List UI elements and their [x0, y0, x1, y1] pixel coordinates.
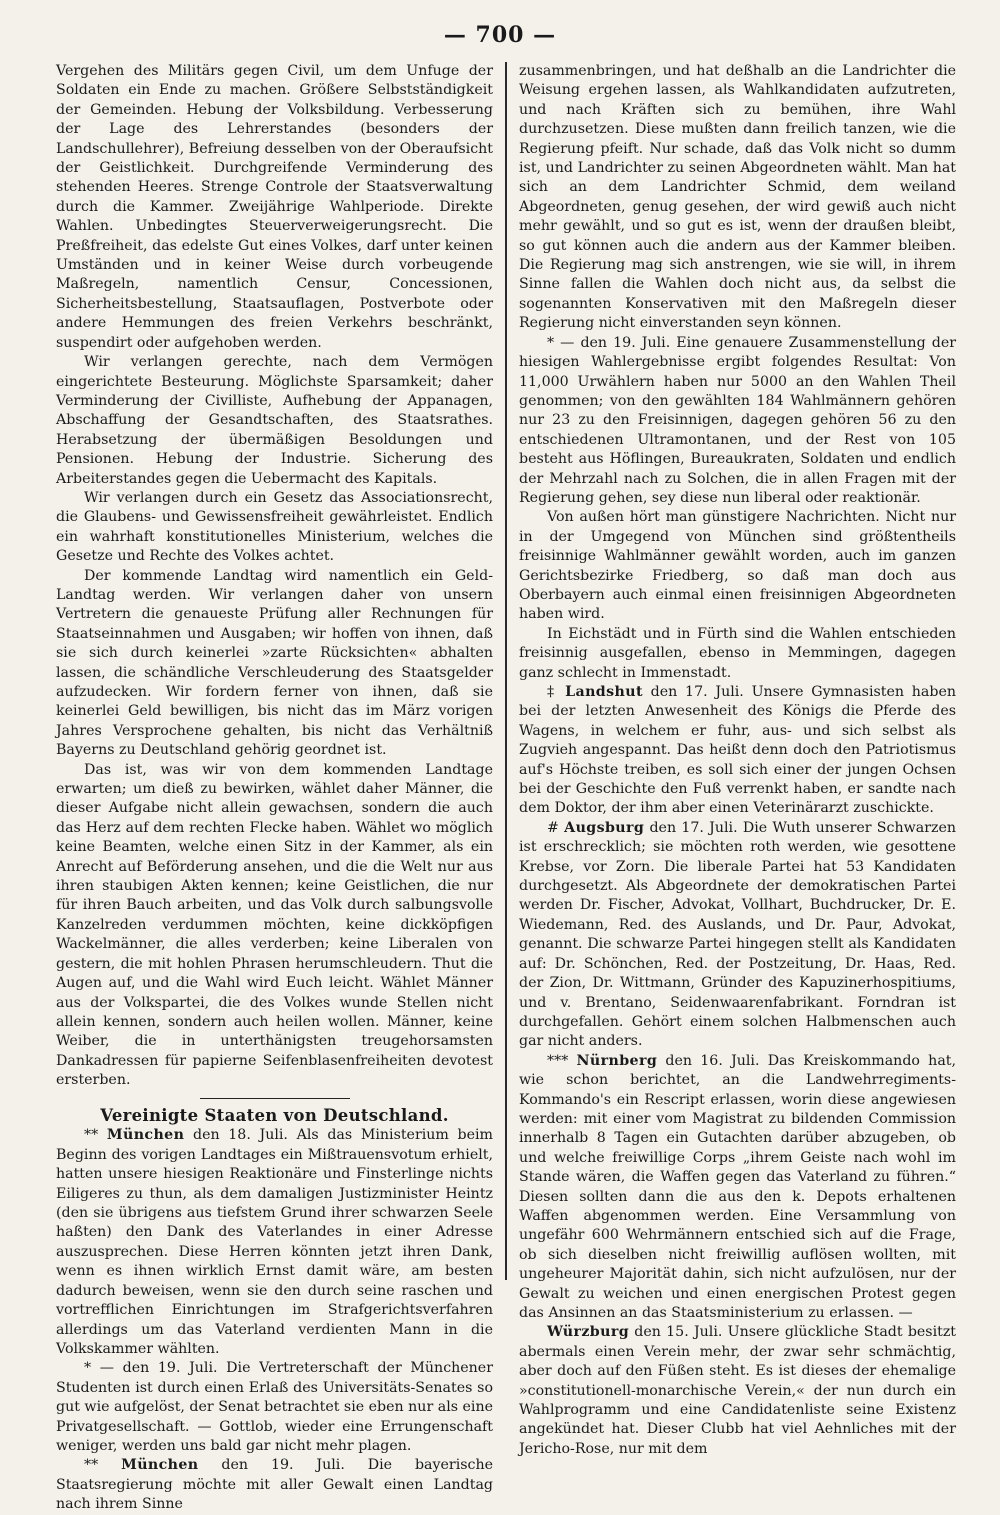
- two-column-layout: [56, 62, 956, 1513]
- news-item: ** München den 19. Juli. Die bayerische Staatsregierung möchte mit aller Gewalt einen Landtag nach ihrem Sinne: [56, 1457, 493, 1513]
- column-divider: [505, 62, 507, 1280]
- news-item: Würzburg den 15. Juli. Unsere glückliche Stadt besitzt abermals einen Verein mehr, der zwar sehr schmächtig, aber doch auf den Füßen steht. Es ist dieses der ehemalige »constitutionell-monarchische Verein,« der nun durch ein Wahlprogramm und eine Candidatenliste seine Existenz angekündet hat. Dieser Clubb hat viel Aehnliches mit der Jericho-Rose, nur mit dem: [519, 1324, 956, 1457]
- page-number: — 700 —: [443, 22, 557, 48]
- news-item: zusammenbringen, und hat deßhalb an die Landrichter die Weisung ergehen lassen, als Wahlkandidaten aufzutreten, und nach Kräften sich zu bemühen, ihre Wahl durchzusetzen. Diese mußten dann freilich tanzen, wie die Regierung pfeift. Nur schade, daß das Volk nicht so dumm ist, und Landrichter zu seinen Abgeordneten wählt. Man hat sich an dem Landrichter Schmid, dem weiland Abgeordneten, genug gesehen, der wird gewiß auch nicht mehr gewählt, und so gut es ist, wenn der draußen bleibt, so gut können auch die andern aus der Kammer bleiben. Die Regierung mag sich anstrengen, wie sie will, in ihrem Sinne fallen die Wahlen doch nicht aus, da selbst die sogenannten Konservativen mit den Maßregeln dieser Regierung nicht einverstanden seyn können.: [519, 63, 956, 332]
- news-item: *** Nürnberg den 16. Juli. Das Kreiskommando hat, wie schon berichtet, an die Landwehrregiments-Kommando's ein Rescript erlassen, worin diese angewiesen werden: mit einer vom Magistrat zu bildenden Commission innerhalb 8 Tagen ein Gutachten darüber abzugeben, ob und welche freiwillige Corps „ihrem Geiste nach wohl im Stande wären, die Waffen gegen das Vaterland zu führen.“ Diesen sollten dann die aus den k. Depots erhaltenen Waffen abgenommen werden. Eine Versammlung von ungefähr 600 Wehrmännern entschied sich auf die Frage, ob sich dieselben nicht freiwillig auflösen wollten, mit ungeheurer Majorität dahin, sich nicht aufzulösen, nur der Gewalt zu weichen und einen energischen Protest gegen das Ansinnen an das Staatsministerium zu erlassen. —: [519, 1052, 956, 1321]
- place-name: Augsburg: [564, 819, 645, 836]
- news-item: In Eichstädt und in Fürth sind die Wahlen entschieden freisinnig ausgefallen, ebenso in Memmingen, dagegen ganz schlecht in Immenstadt.: [519, 625, 956, 681]
- paragraph: Das ist, was wir von dem kommenden Landtage erwarten; um dieß zu bewirken, wählet daher Männer, die dieser Aufgabe nicht allein gewachsen, sondern die auch das Herz auf dem rechten Flecke haben. Wählet wo möglich keine Beamten, welche einen Sitz in der Kammer, als ein Anrecht auf Beförderung ansehen, und die die Welt nur aus ihren staubigen Akten kennen; keine Geistlichen, die nur für ihren Bauch arbeiten, und das Volk durch salbungsvolle Kanzelreden verdummen möchten, keine dickköpfigen Wackelmänner, die alles verderben; keine Liberalen von gestern, die mit hohlen Phrasen herumschleudern. Thut die Augen auf, und die Wahl wird Euch leicht. Wählet Männer aus der Volkspartei, die des Volkes wunde Stellen nicht allein kennen, sondern auch heilen wollen. Männer, keine Weiber, die in unterthänigsten treugehorsamsten Dankadressen für papierne Seifenblasenfreiheiten devotest ersterben.: [56, 761, 493, 1089]
- place-name: Nürnberg: [576, 1052, 658, 1069]
- news-item: * — den 19. Juli. Die Vertreterschaft der Münchener Studenten ist durch einen Erlaß des Universitäts-Senates so gut wie aufgelöst, der Senat betrachtet sie eben nur als eine Privatgesellschaft. — Gottlob, wieder eine Errungenschaft weniger, werden uns bald gar nicht mehr plagen.: [56, 1360, 493, 1454]
- paragraph: Wir verlangen durch ein Gesetz das Associationsrecht, die Glaubens- und Gewissensfreiheit gewährleistet. Endlich ein wahrhaft konstitutionelles Ministerium, welches die Gesetze und Rechte des Volkes achtet.: [56, 489, 493, 565]
- section-title: Vereinigte Staaten von Deutschland.: [100, 1106, 449, 1126]
- paragraph: Wir verlangen gerechte, nach dem Vermögen eingerichtete Besteurung. Möglichste Sparsamkeit; daher Verminderung der Civilliste, Aufhebung der Appanagen, Abschaffung der Gesandtschaften, des Staatsrathes. Herabsetzung der übermäßigen Besoldungen und Pensionen. Hebung der Industrie. Sicherung des Arbeiterstandes gegen die Uebermacht des Kapitals.: [56, 354, 493, 487]
- place-name: München: [106, 1127, 185, 1144]
- paragraph: Vergehen des Militärs gegen Civil, um dem Unfuge der Soldaten ein Ende zu machen. Größere Selbstständigkeit der Gemeinden. Hebung der Volksbildung. Verbesserung der Lage des Lehrerstandes (besonders der Landschullehrer), Befreiung desselben von der Oberaufsicht der Geistlichkeit. Durchgreifende Verminderung des stehenden Heeres. Strenge Controle der Staatsverwaltung durch die Kammer. Zweijährige Wahlperiode. Direkte Wahlen. Unbedingtes Steuerverweigerungsrecht. Die Preßfreiheit, das edelste Gut eines Volkes, darf unter keinen Umständen und in keiner Weise durch vorbeugende Maßregeln, namentlich Censur, Concessionen, Sicherheitsbestellung, Staatsauflagen, Postverbote oder andere Hemmungen des freien Verkehrs beschränkt, suspendirt oder aufgehoben werden.: [56, 63, 493, 351]
- news-item: * — den 19. Juli. Eine genauere Zusammenstellung der hiesigen Wahlergebnisse ergibt folgendes Resultat: Von 11,000 Urwählern haben nur 5000 an den Wahlen Theil genommen; von den gewählten 184 Wahlmännern gehören nur 23 zu den Freisinnigen, dagegen gehören 56 zu den entschiedenen Ultramontanen, und der Rest von 105 besteht aus Höflingen, Bureaukraten, Soldaten und endlich der Mehrzahl nach zu Solchen, die in allen Fragen mit der Regierung gehen, sey diese nun liberal oder reaktionär.: [519, 334, 956, 506]
- right-column: [511, 62, 956, 1457]
- place-name: Landshut: [565, 684, 643, 700]
- news-item: ** München den 18. Juli. Als das Ministerium beim Beginn des vorigen Landtages ein Mißtrauensvotum erhielt, hatten unsere hiesigen Reaktionäre und Finsterlinge nichts Eiligeres zu thun, als dem damaligen Justizminister Heintz (den sie übrigens aus tiefstem Grund ihrer schwarzen Seele haßten) den Dank des Vaterlandes in einer Adresse auszusprechen. Diese Herren könnten jetzt ihren Dank, wenn es ihnen wirklich Ernst damit wäre, am besten dadurch beweisen, wenn sie den durch seine raschen und vortrefflichen Einrichtungen im Strafgerichtsverfahren allerdings um das Vaterland verdienten Mann in die Volkskammer wählten.: [56, 1127, 493, 1357]
- place-name: Würzburg: [547, 1324, 630, 1341]
- paragraph: Der kommende Landtag wird namentlich ein Geld-Landtag werden. Wir verlangen daher von unsern Vertretern die genaueste Prüfung aller Rechnungen für Staatseinnahmen und Ausgaben; wir hoffen von ihnen, daß sie sich durch keinerlei »zarte Rücksichten« abhalten lassen, die schändliche Verschleuderung des Staatsgelder aufzudecken. Wir fordern ferner von ihnen, daß sie keinerlei Geld bewilligen, bis nicht das im März vorigen Jahres Versprochene gehalten, bis nicht das Verhältniß Bayerns zu Deutschland gehörig geordnet ist.: [56, 567, 493, 759]
- news-item: ‡ Landshut den 17. Juli. Unsere Gymnasisten haben bei der letzten Anwesenheit des Königs die Pferde des Wagens, in welchem er fuhr, aus- und sich selbst als Zugvieh angespannt. Das heißt denn doch den Patriotismus auf's Höchste treiben, es soll sich einer der jungen Ochsen bei der Geschichte den Fuß verrenkt haben, er sandte nach dem Doktor, der ihm aber einen Veterinärarzt zuschickte.: [519, 684, 956, 817]
- section-divider: [200, 1098, 350, 1100]
- left-column: [56, 62, 501, 1513]
- news-item: # Augsburg den 17. Juli. Die Wuth unserer Schwarzen ist erschrecklich; sie möchten roth werden, wie gesottene Krebse, vor Zorn. Die liberale Partei hat 53 Kandidaten durchgesetzt. Als Abgeordnete der demokratischen Partei werden Dr. Fischer, Advokat, Vollhart, Buchdrucker, Dr. E. Wiedemann, Red. des Auslands, und Dr. Paur, Advokat, genannt. Die schwarze Partei hingegen stellt als Kandidaten auf: Dr. Schönchen, Red. der Postzeitung, Dr. Haas, Red. der Zion, Dr. Wittmann, Gründer des Kapuzinerhospitiums, und v. Brentano, Seidenwaarenfabrikant. Forndran ist durchgefallen. Gehört einem solchen Halbmenschen auch gar nicht anders.: [519, 819, 956, 1050]
- news-item: Von außen hört man günstigere Nachrichten. Nicht nur in der Umgegend von München sind größtentheils freisinnige Wahlmänner gewählt worden, auch im ganzen Gerichtsbezirke Friedberg, so daß man doch aus Oberbayern auch einmal einen freisinnigen Abgeordneten haben wird.: [519, 509, 956, 623]
- place-name: München: [121, 1457, 199, 1474]
